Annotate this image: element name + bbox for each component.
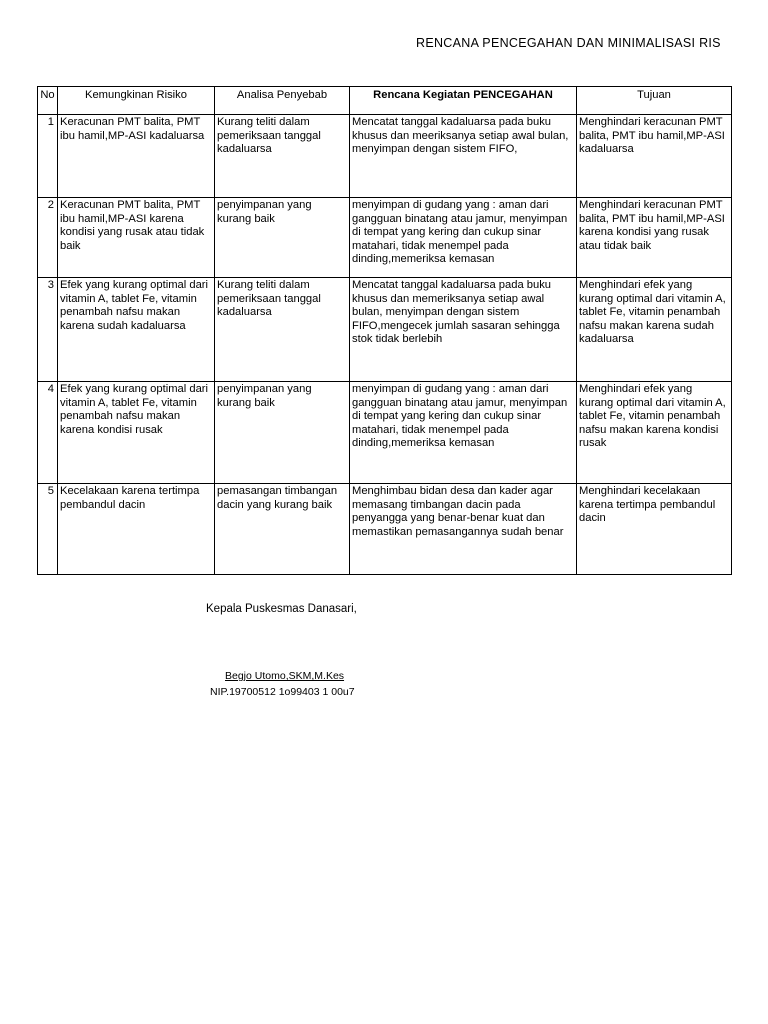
row-number: 5 (38, 484, 58, 575)
activity-cell: menyimpan di gudang yang : aman dari gangguan binatang atau jamur, menyimpan di tempat yang kering dan cukup sinar matahari, tidak menempel pada dinding,memeriksa kemasan (350, 382, 577, 484)
cause-cell: Kurang teliti dalam pemeriksaan tanggal kadaluarsa (215, 115, 350, 198)
activity-cell: Mencatat tanggal kadaluarsa pada buku khusus dan memeriksanya setiap awal bulan, menyimpan dengan sistem FIFO,mengecek jumlah sasaran sehingga stok tidak berlebih (350, 278, 577, 382)
table-row (38, 484, 732, 575)
goal-cell: Menghindari kecelakaan karena tertimpa pembandul dacin (577, 484, 732, 575)
header-tujuan: Tujuan (577, 87, 732, 115)
risk-cell: Keracunan PMT balita, PMT ibu hamil,MP-ASI karena kondisi yang rusak atau tidak baik (58, 198, 215, 278)
activity-cell: Menghimbau bidan desa dan kader agar memasang timbangan dacin pada penyangga yang benar-benar kuat dan memastikan pemasangannya sudah benar (350, 484, 577, 575)
row-number: 2 (38, 198, 58, 278)
goal-cell: Menghindari efek yang kurang optimal dari vitamin A, tablet Fe, vitamin penambah nafsu makan karena kondisi rusak (577, 382, 732, 484)
cause-cell: pemasangan timbangan dacin yang kurang baik (215, 484, 350, 575)
header-rencana-kegiatan: Rencana Kegiatan PENCEGAHAN (350, 87, 577, 115)
header-no: No (38, 87, 58, 115)
signature-title: Kepala Puskesmas Danasari, (206, 603, 357, 615)
risk-cell: Keracunan PMT balita, PMT ibu hamil,MP-ASI kadaluarsa (58, 115, 215, 198)
goal-cell: Menghindari efek yang kurang optimal dari vitamin A, tablet Fe, vitamin penambah nafsu makan karena sudah kadaluarsa (577, 278, 732, 382)
table-header-row (38, 87, 732, 115)
header-analisa-penyebab: Analisa Penyebab (215, 87, 350, 115)
goal-cell: Menghindari keracunan PMT balita, PMT ibu hamil,MP-ASI karena kondisi yang rusak atau tidak baik (577, 198, 732, 278)
risk-cell: Efek yang kurang optimal dari vitamin A, tablet Fe, vitamin penambah nafsu makan karena sudah kadaluarsa (58, 278, 215, 382)
risk-cell: Kecelakaan karena tertimpa pembandul dacin (58, 484, 215, 575)
signature-name: Begjo Utomo,SKM,M.Kes (225, 670, 345, 682)
activity-cell: Mencatat tanggal kadaluarsa pada buku khusus dan meeriksanya setiap awal bulan, menyimpan dengan sistem FIFO, (350, 115, 577, 198)
table-row (38, 115, 732, 198)
row-number: 4 (38, 382, 58, 484)
row-number: 3 (38, 278, 58, 382)
risk-table (37, 86, 732, 575)
table-row (38, 382, 732, 484)
row-number: 1 (38, 115, 58, 198)
risk-cell: Efek yang kurang optimal dari vitamin A, tablet Fe, vitamin penambah nafsu makan karena kondisi rusak (58, 382, 215, 484)
table-row (38, 278, 732, 382)
table-row (38, 198, 732, 278)
activity-cell: menyimpan di gudang yang : aman dari gangguan binatang atau jamur, menyimpan di tempat yang kering dan cukup sinar matahari, tidak menempel pada dinding,memeriksa kemasan (350, 198, 577, 278)
goal-cell: Menghindari keracunan PMT balita, PMT ibu hamil,MP-ASI kadaluarsa (577, 115, 732, 198)
cause-cell: penyimpanan yang kurang baik (215, 198, 350, 278)
cause-cell: penyimpanan yang kurang baik (215, 382, 350, 484)
signature-nip: NIP.19700512 1o99403 1 00u7 (210, 686, 355, 698)
cause-cell: Kurang teliti dalam pemeriksaan tanggal kadaluarsa (215, 278, 350, 382)
document-title: RENCANA PENCEGAHAN DAN MINIMALISASI RIS (416, 36, 721, 50)
header-kemungkinan-risiko: Kemungkinan Risiko (58, 87, 215, 115)
